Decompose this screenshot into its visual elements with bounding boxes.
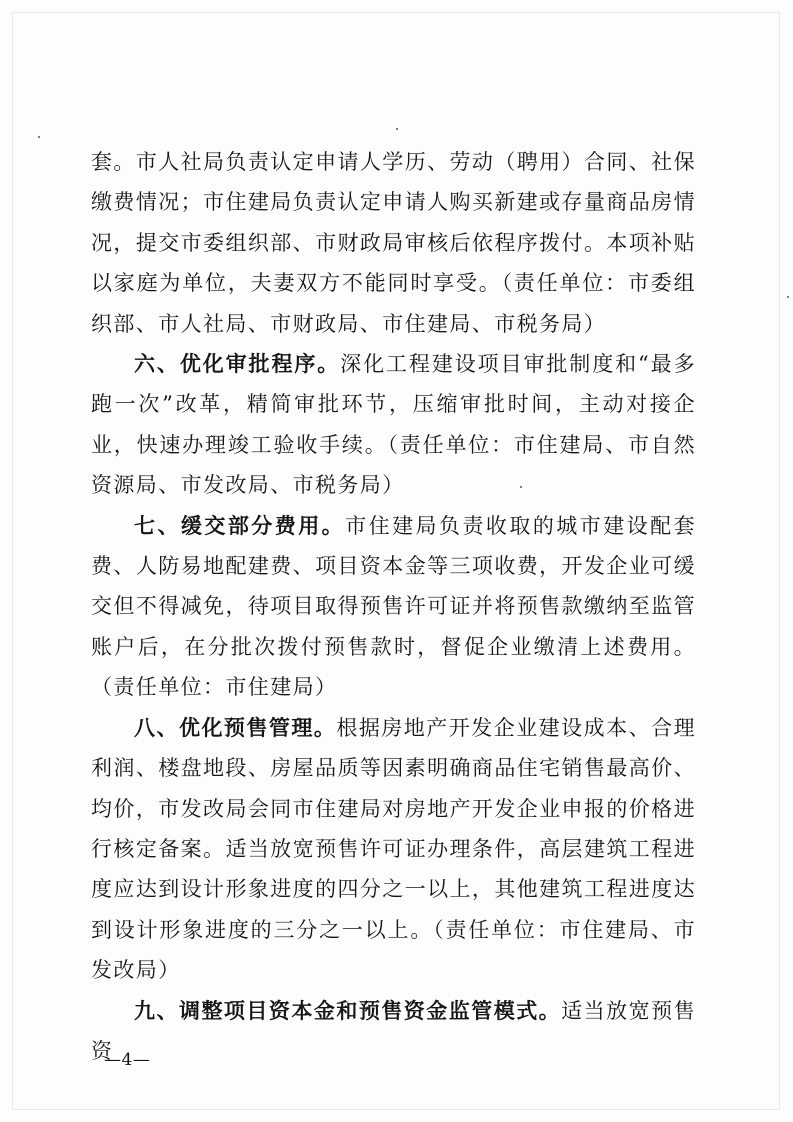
section-heading: 六、优化审批程序。 [134,351,341,377]
paragraph-continuation [91,142,696,344]
paragraph-text: 套。市人社局负责认定申请人学历、劳动（聘用）合同、社保缴费情况；市住建局负责认定申请人购买新建或存量商品房情况，提交市委组织部、市财政局审核后依程序拨付。本项补贴以家庭为单位，夫妻双方不能同时享受。（责任单位：市委组织部、市人社局、市财政局、市住建局、市税务局） [91,150,696,336]
scan-speck [38,136,40,138]
paragraph-section-7 [91,506,696,708]
paragraph-text: 适当放宽预售资 [91,998,696,1063]
paragraph-section-8 [91,708,696,991]
section-heading: 九、调整项目资本金和预售资金监管模式。 [134,997,562,1023]
section-heading: 七、缓交部分费用。 [134,512,346,538]
paragraph-text: 深化工程建设项目审批制度和“最多跑一次”改革，精简审批环节，压缩审批时间，主动对接企业，快速办理竣工验收手续。（责任单位：市住建局、市自然资源局、市发改局、市税务局） [91,352,696,498]
paragraph-section-9 [91,991,696,1072]
section-heading: 八、优化预售管理。 [134,714,337,740]
paragraph-text: 市住建局负责收取的城市建设配套费、人防易地配建费、项目资本金等三项收费，开发企业可缓交但不得减免，待项目取得预售许可证并将预售款缴纳至监管账户后，在分批次拨付预售款时，督促企业缴清上述费用。（责任单位：市住建局） [91,513,697,700]
page-number: —4— [104,1050,151,1070]
scan-speck [787,296,789,298]
paragraph-section-6 [91,344,696,506]
paragraph-text: 根据房地产开发企业建设成本、合理利润、楼盘地段、房屋品质等因素明确商品住宅销售最高价、均价，市发改局会同市住建局对房地产开发企业申报的价格进行核定备案。适当放宽预售许可证办理条件，高层建筑工程进度应达到设计形象进度的四分之一以上，其他建筑工程进度达到设计形象进度的三分之一以上。（责任单位：市住建局、市发改局） [91,715,696,983]
scan-speck [396,128,398,130]
body-text [91,142,696,1071]
